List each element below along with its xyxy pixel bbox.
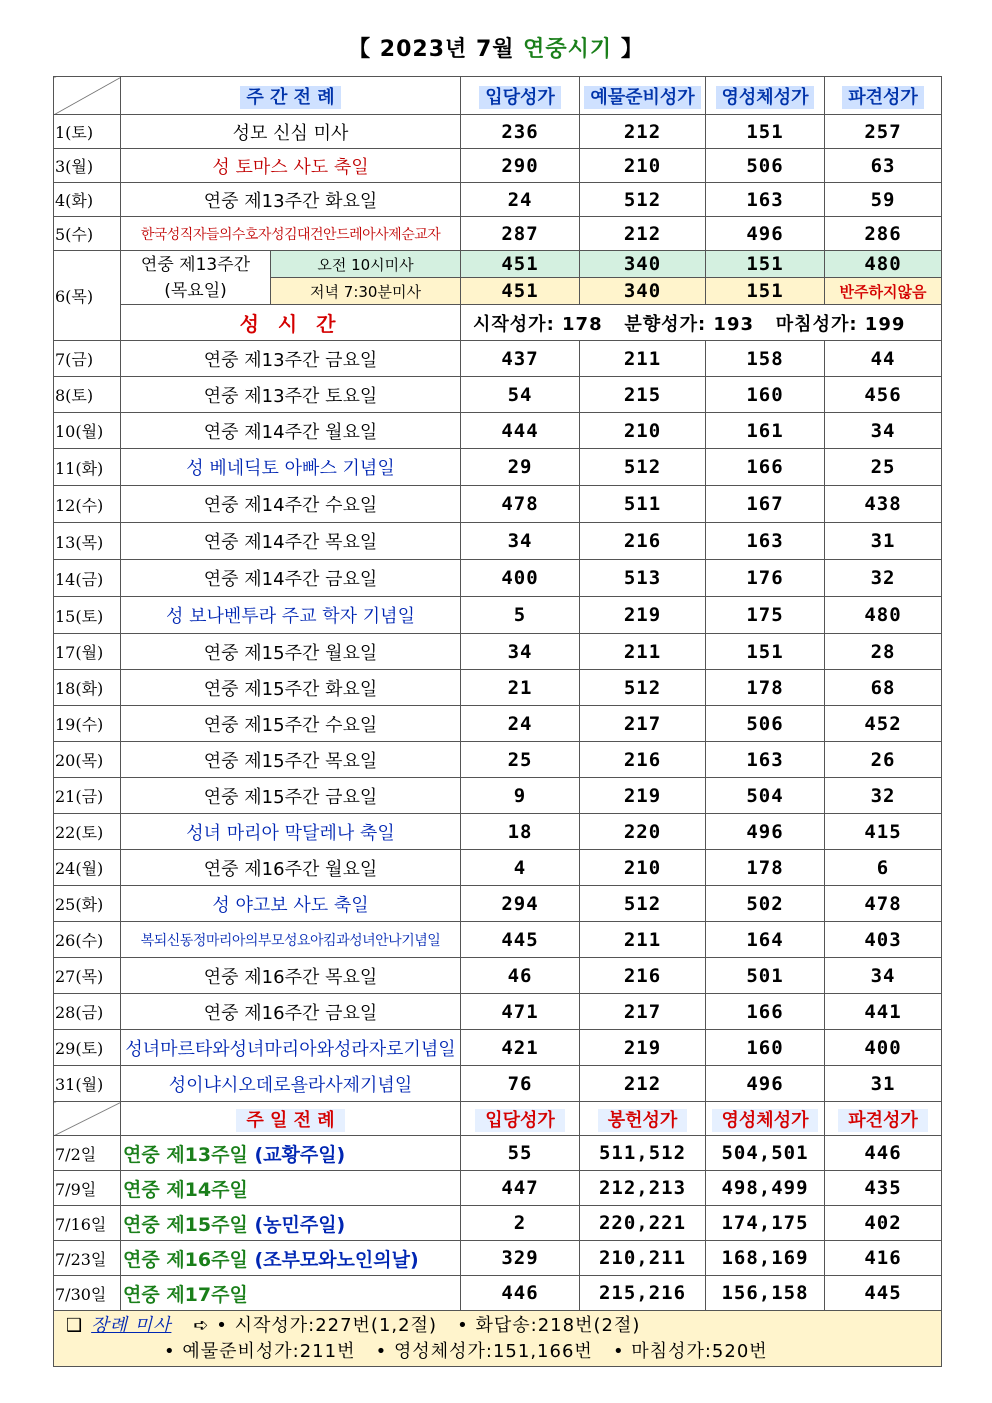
offertory-hymn: 215 xyxy=(580,377,706,413)
communion-hymn: 174,175 xyxy=(706,1206,825,1241)
thursday-name-line2: (목요일) xyxy=(164,280,227,301)
morning-hymn: 151 xyxy=(706,251,825,278)
dismissal-hymn: 446 xyxy=(825,1136,942,1171)
entrance-hymn: 55 xyxy=(461,1136,580,1171)
offertory-hymn: 511,512 xyxy=(580,1136,706,1171)
offertory-hymn: 210 xyxy=(580,149,706,183)
morning-hymn: 480 xyxy=(825,251,942,278)
table-row xyxy=(54,778,942,814)
liturgy-name: 연중 제14주간 금요일 xyxy=(121,560,461,597)
title-suffix: 】 xyxy=(612,37,644,62)
entrance-hymn: 24 xyxy=(461,183,580,217)
table-row xyxy=(54,850,942,886)
date-cell: 28(금) xyxy=(54,994,121,1030)
table-row xyxy=(54,958,942,994)
liturgy-name: 연중 제15주간 수요일 xyxy=(121,706,461,742)
dismissal-hymn: 31 xyxy=(825,523,942,560)
date-cell: 18(화) xyxy=(54,670,121,706)
liturgy-name: 연중 제13주간 금요일 xyxy=(121,341,461,377)
dismissal-hymn: 31 xyxy=(825,1066,942,1102)
sunday-name xyxy=(121,1276,461,1311)
offertory-hymn: 512 xyxy=(580,886,706,922)
table-row xyxy=(54,634,942,670)
entrance-hymn: 447 xyxy=(461,1171,580,1206)
communion-hymn: 496 xyxy=(706,1066,825,1102)
sunday-title: 연중 제17주일 xyxy=(123,1283,248,1306)
holy-hour-label: 성 시 간 xyxy=(121,305,461,341)
table-row xyxy=(54,217,942,251)
offertory-hymn: 512 xyxy=(580,670,706,706)
dismissal-hymn: 456 xyxy=(825,377,942,413)
funeral-line-1 xyxy=(54,1313,941,1339)
table-row xyxy=(54,183,942,217)
liturgy-name: 연중 제14주간 목요일 xyxy=(121,523,461,560)
evening-mass-label: 저녁 7:30분미사 xyxy=(271,278,461,305)
sunday-name xyxy=(121,1136,461,1171)
offertory-hymn: 217 xyxy=(580,706,706,742)
liturgy-name: 성녀 마리아 막달레나 축일 xyxy=(121,814,461,850)
liturgy-name: 연중 제15주간 화요일 xyxy=(121,670,461,706)
entrance-hymn: 4 xyxy=(461,850,580,886)
communion-hymn: 151 xyxy=(706,115,825,149)
communion-hymn: 176 xyxy=(706,560,825,597)
funeral-line-1-text: • 시작성가:227번(1,2절) • 화답송:218번(2절) xyxy=(209,1314,641,1336)
entrance-hymn: 421 xyxy=(461,1030,580,1066)
title-prefix: 【 2023년 7월 xyxy=(348,37,524,62)
dismissal-hymn: 26 xyxy=(825,742,942,778)
liturgy-name: 한국성직자들의수호자성김대건안드레아사제순교자 xyxy=(121,217,461,251)
date-cell: 14(금) xyxy=(54,560,121,597)
section-label: 주 일 전 례 xyxy=(236,1109,344,1132)
column-header-text: 영성체성가 xyxy=(712,1109,819,1132)
date-cell: 11(화) xyxy=(54,449,121,486)
dismissal-hymn: 257 xyxy=(825,115,942,149)
offertory-hymn: 211 xyxy=(580,634,706,670)
offertory-hymn: 511 xyxy=(580,486,706,523)
communion-hymn: 496 xyxy=(706,814,825,850)
liturgy-name: 연중 제14주간 수요일 xyxy=(121,486,461,523)
column-header-text: 파견성가 xyxy=(842,86,924,109)
table-row xyxy=(54,449,942,486)
table-row xyxy=(54,1066,942,1102)
entrance-hymn: 2 xyxy=(461,1206,580,1241)
table-row xyxy=(54,742,942,778)
entrance-hymn: 445 xyxy=(461,922,580,958)
page-title xyxy=(0,32,992,63)
table-row xyxy=(54,1136,942,1171)
table-row xyxy=(54,1206,942,1241)
table-row xyxy=(54,922,942,958)
entrance-hymn: 29 xyxy=(461,449,580,486)
entrance-hymn: 290 xyxy=(461,149,580,183)
communion-hymn: 496 xyxy=(706,217,825,251)
offertory-hymn: 212 xyxy=(580,217,706,251)
dismissal-hymn: 28 xyxy=(825,634,942,670)
communion-hymn: 506 xyxy=(706,706,825,742)
offertory-hymn: 220 xyxy=(580,814,706,850)
sunday-header-row xyxy=(54,1102,942,1136)
entrance-hymn: 34 xyxy=(461,523,580,560)
diagonal-corner-cell xyxy=(54,1102,121,1136)
sunday-date-cell: 7/16일 xyxy=(54,1206,121,1241)
table-row xyxy=(54,886,942,922)
date-cell: 1(토) xyxy=(54,115,121,149)
column-header-dismissal xyxy=(825,1102,942,1136)
column-header-entrance xyxy=(461,1102,580,1136)
sunday-name xyxy=(121,1241,461,1276)
arrow-icon: ➪ xyxy=(193,1314,210,1336)
table-row xyxy=(54,115,942,149)
communion-hymn: 156,158 xyxy=(706,1276,825,1311)
holy-hour-hymns: 시작성가: 178 분향성가: 193 마침성가: 199 xyxy=(461,305,942,341)
sunday-note: (조부모와노인의날) xyxy=(247,1248,419,1271)
morning-hymn: 340 xyxy=(580,251,706,278)
column-header-text: 입당성가 xyxy=(475,1109,565,1132)
communion-hymn: 168,169 xyxy=(706,1241,825,1276)
liturgy-name: 성 보나벤투라 주교 학자 기념일 xyxy=(121,597,461,634)
offertory-hymn: 212,213 xyxy=(580,1171,706,1206)
dismissal-hymn: 32 xyxy=(825,560,942,597)
date-cell: 29(토) xyxy=(54,1030,121,1066)
entrance-hymn: 446 xyxy=(461,1276,580,1311)
sunday-title: 연중 제14주일 xyxy=(123,1178,248,1201)
sunday-date-cell: 7/2일 xyxy=(54,1136,121,1171)
communion-hymn: 151 xyxy=(706,634,825,670)
sunday-date-cell: 7/30일 xyxy=(54,1276,121,1311)
entrance-hymn: 18 xyxy=(461,814,580,850)
dismissal-hymn: 25 xyxy=(825,449,942,486)
table-row xyxy=(54,670,942,706)
offertory-hymn: 512 xyxy=(580,449,706,486)
diagonal-corner-cell xyxy=(54,77,121,115)
column-header-text: 영성체성가 xyxy=(716,86,815,109)
offertory-hymn: 210,211 xyxy=(580,1241,706,1276)
column-header-communion xyxy=(706,1102,825,1136)
communion-hymn: 164 xyxy=(706,922,825,958)
table-row xyxy=(54,814,942,850)
dismissal-hymn: 59 xyxy=(825,183,942,217)
liturgy-name: 성모 신심 미사 xyxy=(121,115,461,149)
table-row xyxy=(54,413,942,449)
date-cell: 21(금) xyxy=(54,778,121,814)
sunday-name xyxy=(121,1171,461,1206)
table-row xyxy=(54,994,942,1030)
dismissal-hymn: 402 xyxy=(825,1206,942,1241)
offertory-hymn: 212 xyxy=(580,1066,706,1102)
date-cell: 8(토) xyxy=(54,377,121,413)
liturgy-name: 연중 제13주간 화요일 xyxy=(121,183,461,217)
liturgy-name: 연중 제14주간 월요일 xyxy=(121,413,461,449)
communion-hymn: 163 xyxy=(706,523,825,560)
date-cell: 15(토) xyxy=(54,597,121,634)
date-cell: 31(월) xyxy=(54,1066,121,1102)
date-cell: 17(월) xyxy=(54,634,121,670)
liturgy-name: 연중 제16주간 목요일 xyxy=(121,958,461,994)
entrance-hymn: 21 xyxy=(461,670,580,706)
date-cell: 10(월) xyxy=(54,413,121,449)
communion-hymn: 178 xyxy=(706,850,825,886)
entrance-hymn: 5 xyxy=(461,597,580,634)
column-header-text: 입당성가 xyxy=(479,86,561,109)
offertory-hymn: 211 xyxy=(580,922,706,958)
dismissal-hymn: 68 xyxy=(825,670,942,706)
dismissal-hymn: 452 xyxy=(825,706,942,742)
thursday-name-line1: 연중 제13주간 xyxy=(140,254,251,275)
dismissal-hymn: 435 xyxy=(825,1171,942,1206)
communion-hymn: 498,499 xyxy=(706,1171,825,1206)
communion-hymn: 504 xyxy=(706,778,825,814)
dismissal-hymn: 415 xyxy=(825,814,942,850)
evening-hymn: 451 xyxy=(461,278,580,305)
table-row xyxy=(54,251,942,278)
entrance-hymn: 9 xyxy=(461,778,580,814)
date-cell: 22(토) xyxy=(54,814,121,850)
liturgy-name: 연중 제16주간 월요일 xyxy=(121,850,461,886)
dismissal-hymn: 478 xyxy=(825,886,942,922)
date-cell: 19(수) xyxy=(54,706,121,742)
weekday-header-row xyxy=(54,77,942,115)
offertory-hymn: 215,216 xyxy=(580,1276,706,1311)
table-row xyxy=(54,597,942,634)
entrance-hymn: 34 xyxy=(461,634,580,670)
communion-hymn: 504,501 xyxy=(706,1136,825,1171)
table-row xyxy=(54,1241,942,1276)
offertory-hymn: 216 xyxy=(580,523,706,560)
table-row xyxy=(54,377,942,413)
liturgy-name: 성녀마르타와성녀마리아와성라자로기념일 xyxy=(121,1030,461,1066)
table-row xyxy=(54,486,942,523)
liturgy-name: 성이냐시오데로욜라사제기념일 xyxy=(121,1066,461,1102)
sunday-title: 연중 제13주일 xyxy=(123,1143,248,1166)
date-cell: 25(화) xyxy=(54,886,121,922)
table-row xyxy=(54,1311,942,1367)
sunday-note: (농민주일) xyxy=(247,1213,346,1236)
entrance-hymn: 478 xyxy=(461,486,580,523)
morning-hymn: 451 xyxy=(461,251,580,278)
offertory-hymn: 211 xyxy=(580,341,706,377)
evening-dismissal-note: 반주하지않음 xyxy=(825,278,942,305)
sunday-title: 연중 제15주일 xyxy=(123,1213,248,1236)
offertory-hymn: 216 xyxy=(580,958,706,994)
date-cell: 27(목) xyxy=(54,958,121,994)
weekday-header-label xyxy=(121,77,461,115)
column-header-offertory xyxy=(580,77,706,115)
morning-mass-label: 오전 10시미사 xyxy=(271,251,461,278)
dismissal-hymn: 34 xyxy=(825,958,942,994)
column-header-text: 예물준비성가 xyxy=(584,86,700,109)
dismissal-hymn: 480 xyxy=(825,597,942,634)
column-header-communion xyxy=(706,77,825,115)
title-highlight: 연중시기 xyxy=(523,37,613,62)
liturgy-name: 성 토마스 사도 축일 xyxy=(121,149,461,183)
date-cell: 13(목) xyxy=(54,523,121,560)
entrance-hymn: 294 xyxy=(461,886,580,922)
communion-hymn: 506 xyxy=(706,149,825,183)
date-cell: 3(월) xyxy=(54,149,121,183)
table-row xyxy=(54,1276,942,1311)
liturgy-name: 성 야고보 사도 축일 xyxy=(121,886,461,922)
funeral-mass-info xyxy=(54,1311,942,1367)
entrance-hymn: 329 xyxy=(461,1241,580,1276)
column-header-text: 봉헌성가 xyxy=(598,1109,688,1132)
evening-hymn: 151 xyxy=(706,278,825,305)
funeral-line-2: • 예물준비성가:211번 • 영성체성가:151,166번 • 마침성가:520번 xyxy=(164,1340,768,1362)
liturgy-hymn-table xyxy=(53,76,942,1367)
dismissal-hymn: 63 xyxy=(825,149,942,183)
communion-hymn: 163 xyxy=(706,742,825,778)
dismissal-hymn: 403 xyxy=(825,922,942,958)
communion-hymn: 160 xyxy=(706,377,825,413)
communion-hymn: 502 xyxy=(706,886,825,922)
date-cell: 12(수) xyxy=(54,486,121,523)
entrance-hymn: 400 xyxy=(461,560,580,597)
date-cell: 20(목) xyxy=(54,742,121,778)
dismissal-hymn: 286 xyxy=(825,217,942,251)
table-row xyxy=(54,706,942,742)
sunday-name xyxy=(121,1206,461,1241)
communion-hymn: 166 xyxy=(706,994,825,1030)
dismissal-hymn: 34 xyxy=(825,413,942,449)
communion-hymn: 175 xyxy=(706,597,825,634)
column-header-text: 파견성가 xyxy=(838,1109,928,1132)
entrance-hymn: 46 xyxy=(461,958,580,994)
offertory-hymn: 219 xyxy=(580,1030,706,1066)
dismissal-hymn: 44 xyxy=(825,341,942,377)
liturgy-name: 연중 제13주간 토요일 xyxy=(121,377,461,413)
column-header-dismissal xyxy=(825,77,942,115)
dismissal-hymn: 6 xyxy=(825,850,942,886)
dismissal-hymn: 400 xyxy=(825,1030,942,1066)
entrance-hymn: 25 xyxy=(461,742,580,778)
table-row xyxy=(54,149,942,183)
communion-hymn: 178 xyxy=(706,670,825,706)
offertory-hymn: 220,221 xyxy=(580,1206,706,1241)
sunday-date-cell: 7/23일 xyxy=(54,1241,121,1276)
dismissal-hymn: 32 xyxy=(825,778,942,814)
offertory-hymn: 217 xyxy=(580,994,706,1030)
entrance-hymn: 24 xyxy=(461,706,580,742)
entrance-hymn: 437 xyxy=(461,341,580,377)
communion-hymn: 501 xyxy=(706,958,825,994)
offertory-hymn: 219 xyxy=(580,778,706,814)
dismissal-hymn: 445 xyxy=(825,1276,942,1311)
communion-hymn: 160 xyxy=(706,1030,825,1066)
entrance-hymn: 54 xyxy=(461,377,580,413)
funeral-mass-link[interactable]: 장례 미사 xyxy=(91,1314,172,1336)
dismissal-hymn: 441 xyxy=(825,994,942,1030)
date-cell: 4(화) xyxy=(54,183,121,217)
section-label: 주 간 전 례 xyxy=(240,86,340,109)
table-row xyxy=(54,305,942,341)
offertory-hymn: 216 xyxy=(580,742,706,778)
liturgy-name: 연중 제15주간 월요일 xyxy=(121,634,461,670)
liturgy-name: 연중 제16주간 금요일 xyxy=(121,994,461,1030)
entrance-hymn: 76 xyxy=(461,1066,580,1102)
communion-hymn: 163 xyxy=(706,183,825,217)
sunday-title: 연중 제16주일 xyxy=(123,1248,248,1271)
offertory-hymn: 219 xyxy=(580,597,706,634)
date-cell: 26(수) xyxy=(54,922,121,958)
sunday-date-cell: 7/9일 xyxy=(54,1171,121,1206)
column-header-offertory xyxy=(580,1102,706,1136)
dismissal-hymn: 438 xyxy=(825,486,942,523)
column-header-entrance xyxy=(461,77,580,115)
communion-hymn: 161 xyxy=(706,413,825,449)
date-cell: 7(금) xyxy=(54,341,121,377)
checkbox-bullet-icon: ❑ xyxy=(66,1314,84,1336)
liturgy-name: 연중 제15주간 금요일 xyxy=(121,778,461,814)
sunday-note: (교황주일) xyxy=(247,1143,346,1166)
offertory-hymn: 210 xyxy=(580,413,706,449)
entrance-hymn: 287 xyxy=(461,217,580,251)
thursday-name xyxy=(121,251,271,305)
offertory-hymn: 210 xyxy=(580,850,706,886)
date-cell: 24(월) xyxy=(54,850,121,886)
offertory-hymn: 212 xyxy=(580,115,706,149)
liturgy-name: 복되신동정마리아의부모성요아킴과성녀안나기념일 xyxy=(121,922,461,958)
table-row xyxy=(54,1030,942,1066)
table-row xyxy=(54,1171,942,1206)
table-row xyxy=(54,560,942,597)
entrance-hymn: 471 xyxy=(461,994,580,1030)
offertory-hymn: 512 xyxy=(580,183,706,217)
liturgy-name: 연중 제15주간 목요일 xyxy=(121,742,461,778)
dismissal-hymn: 416 xyxy=(825,1241,942,1276)
entrance-hymn: 236 xyxy=(461,115,580,149)
date-cell: 6(목) xyxy=(54,251,121,341)
offertory-hymn: 513 xyxy=(580,560,706,597)
liturgy-name: 성 베네딕토 아빠스 기념일 xyxy=(121,449,461,486)
communion-hymn: 158 xyxy=(706,341,825,377)
communion-hymn: 166 xyxy=(706,449,825,486)
date-cell: 5(수) xyxy=(54,217,121,251)
entrance-hymn: 444 xyxy=(461,413,580,449)
communion-hymn: 167 xyxy=(706,486,825,523)
table-row xyxy=(54,523,942,560)
sunday-header-label xyxy=(121,1102,461,1136)
table-row xyxy=(54,341,942,377)
evening-hymn: 340 xyxy=(580,278,706,305)
